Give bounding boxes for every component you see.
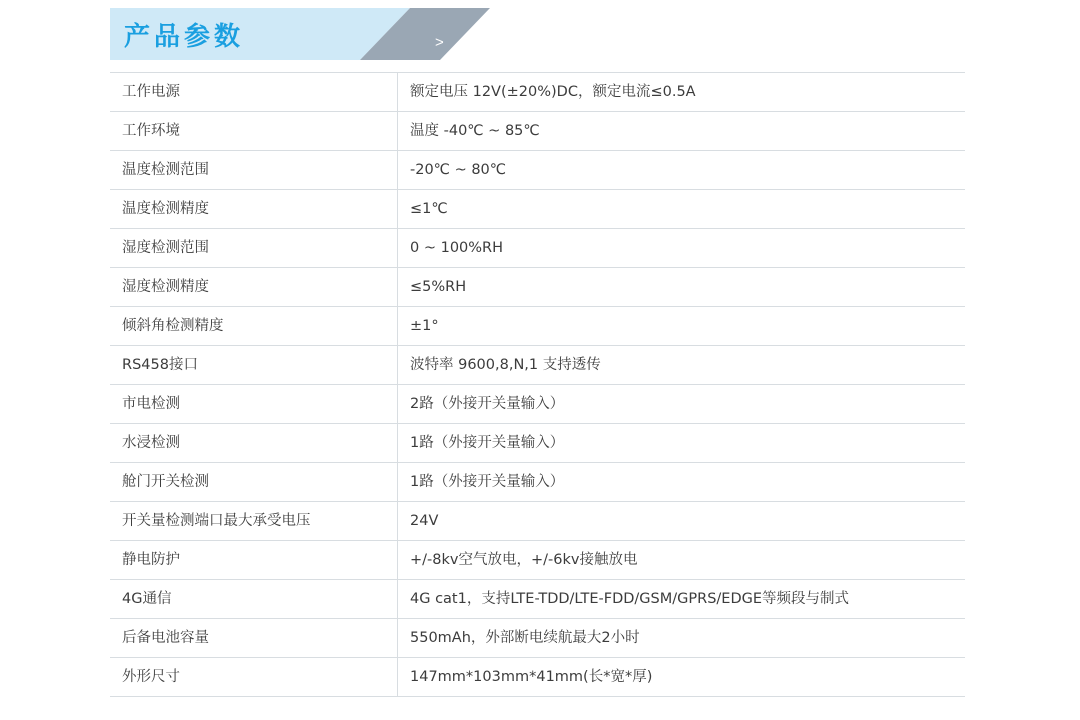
spec-label: 工作电源 (110, 73, 398, 112)
spec-label: 湿度检测范围 (110, 229, 398, 268)
spec-value: 1路（外接开关量输入） (398, 463, 966, 502)
spec-label: 舱门开关检测 (110, 463, 398, 502)
table-row (110, 385, 965, 424)
spec-value: 0 ~ 100%RH (398, 229, 966, 268)
spec-value: ≤5%RH (398, 268, 966, 307)
spec-value: ±1° (398, 307, 966, 346)
table-row (110, 229, 965, 268)
spec-value: 波特率 9600,8,N,1 支持透传 (398, 346, 966, 385)
spec-label: RS458接口 (110, 346, 398, 385)
spec-label: 外形尺寸 (110, 658, 398, 697)
spec-label: 市电检测 (110, 385, 398, 424)
spec-label: 水浸检测 (110, 424, 398, 463)
table-row (110, 541, 965, 580)
table-row (110, 112, 965, 151)
table-row (110, 580, 965, 619)
table-row (110, 73, 965, 112)
section-header (110, 8, 490, 60)
spec-value: -20℃ ~ 80℃ (398, 151, 966, 190)
table-row (110, 502, 965, 541)
spec-label: 开关量检测端口最大承受电压 (110, 502, 398, 541)
spec-label: 倾斜角检测精度 (110, 307, 398, 346)
spec-label: 温度检测范围 (110, 151, 398, 190)
spec-value: 147mm*103mm*41mm(长*宽*厚) (398, 658, 966, 697)
spec-value: 1路（外接开关量输入） (398, 424, 966, 463)
spec-value: 550mAh，外部断电续航最大2小时 (398, 619, 966, 658)
table-row (110, 151, 965, 190)
page-title: 产品参数 (124, 22, 245, 52)
spec-value: ≤1℃ (398, 190, 966, 229)
spec-label: 静电防护 (110, 541, 398, 580)
spec-label: 湿度检测精度 (110, 268, 398, 307)
table-row (110, 463, 965, 502)
spec-value: 4G cat1，支持LTE-TDD/LTE-FDD/GSM/GPRS/EDGE等频段与制式 (398, 580, 966, 619)
table-row (110, 346, 965, 385)
spec-value: 24V (398, 502, 966, 541)
table-row (110, 268, 965, 307)
spec-label: 工作环境 (110, 112, 398, 151)
spec-value: +/-8kv空气放电，+/-6kv接触放电 (398, 541, 966, 580)
spec-value: 2路（外接开关量输入） (398, 385, 966, 424)
specification-table (110, 72, 965, 697)
table-row (110, 658, 965, 697)
spec-label: 后备电池容量 (110, 619, 398, 658)
table-row (110, 190, 965, 229)
spec-value: 温度 -40℃ ~ 85℃ (398, 112, 966, 151)
spec-label: 4G通信 (110, 580, 398, 619)
table-row (110, 619, 965, 658)
table-row (110, 424, 965, 463)
spec-value: 额定电压 12V(±20%)DC，额定电流≤0.5A (398, 73, 966, 112)
table-row (110, 307, 965, 346)
spec-label: 温度检测精度 (110, 190, 398, 229)
chevron-right-icon: > (435, 34, 444, 51)
